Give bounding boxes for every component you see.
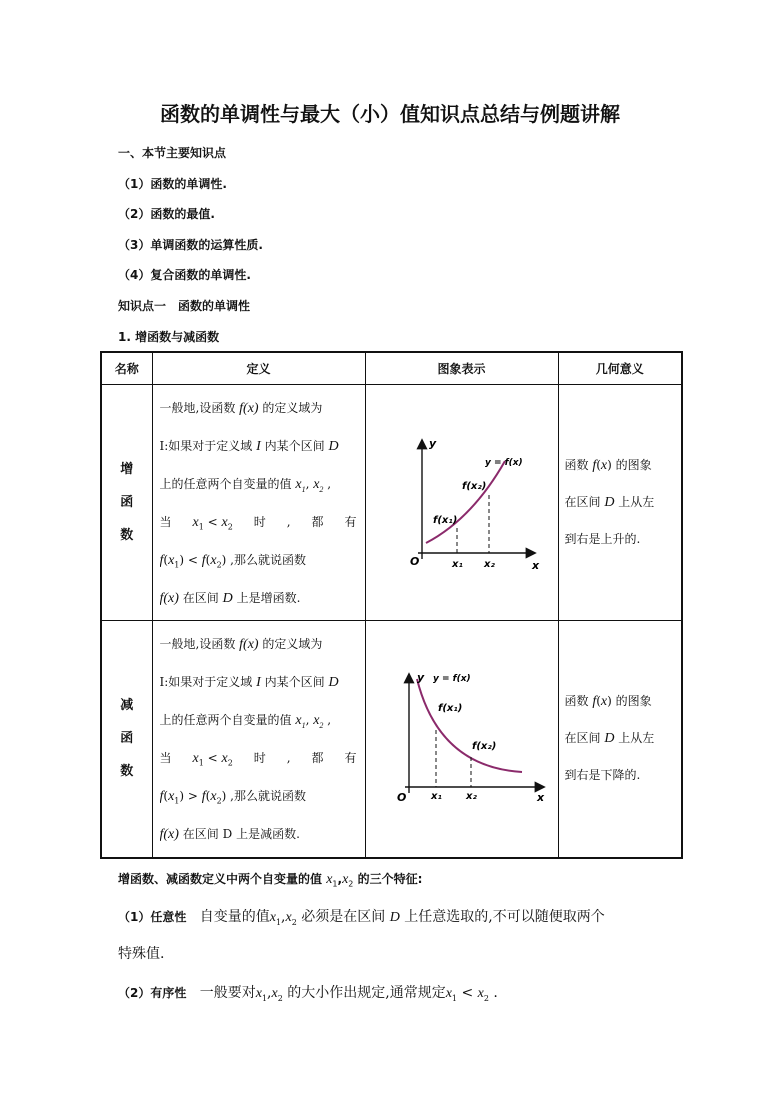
page-title: 函数的单调性与最大（小）值知识点总结与例题讲解 bbox=[160, 102, 620, 126]
text: , bbox=[286, 515, 291, 529]
x2-label: x₂ bbox=[465, 790, 477, 802]
text: 上是减函数. bbox=[236, 827, 300, 841]
header-geometry: 几何意义 bbox=[558, 352, 682, 385]
feature-2: （2）有序性 一般要对$x_1,x_2$ 的大小作出规定,通常规定$x_1 < x_2$ . bbox=[118, 985, 498, 1003]
feature-1-line2: 特殊值. bbox=[118, 946, 165, 962]
text: 有 bbox=[344, 751, 357, 765]
text: 在区间 bbox=[564, 731, 601, 746]
fx2-label: f(x₂) bbox=[471, 740, 496, 752]
x2-label: x₂ bbox=[483, 558, 495, 570]
name-char: 增 bbox=[120, 462, 134, 477]
text: 在区间 bbox=[182, 827, 219, 841]
y-label: y bbox=[416, 670, 424, 684]
text: 上从左 bbox=[618, 495, 655, 509]
increasing-graph bbox=[382, 431, 542, 571]
math: D bbox=[389, 910, 400, 925]
math: f(x) bbox=[239, 401, 259, 416]
increasing-curve bbox=[426, 461, 505, 543]
text: 一般地,设函数 bbox=[159, 637, 236, 651]
text: 的定义域为 bbox=[262, 401, 323, 415]
math: D bbox=[328, 439, 339, 454]
feature-1: （1）任意性 自变量的值$x_1,x_2$ 必须是在区间 D 上任意选取的,不可以随便取两个 bbox=[118, 909, 605, 927]
table-row bbox=[101, 385, 682, 621]
text: I:如果对于定义域 bbox=[159, 439, 253, 453]
list-item: （1）函数的单调性. bbox=[118, 177, 227, 191]
name-char: 减 bbox=[120, 698, 134, 714]
x1-label: x₁ bbox=[430, 790, 442, 802]
text: 都 bbox=[311, 751, 324, 765]
decreasing-graph bbox=[377, 667, 547, 807]
name-char: 数 bbox=[120, 528, 134, 543]
name-char: 函 bbox=[120, 495, 134, 510]
text: I:如果对于定义域 bbox=[159, 675, 253, 689]
math: I bbox=[256, 439, 261, 454]
text: 有 bbox=[344, 515, 357, 529]
math: f(x) bbox=[239, 637, 259, 652]
geometry-decreasing: 函数 f(x) 的图象 在区间 D 上从左 到右是下降的. bbox=[558, 621, 682, 858]
text: 上任意选取的,不可以随便取两个 bbox=[404, 909, 605, 925]
math: D bbox=[222, 591, 233, 606]
relation: > bbox=[187, 789, 198, 803]
subheading: 1. 增函数与减函数 bbox=[118, 330, 220, 344]
text: 上从左 bbox=[618, 731, 655, 746]
text: 一般要对 bbox=[199, 985, 256, 1001]
text: 在区间 bbox=[182, 591, 219, 605]
name-char: 数 bbox=[120, 764, 134, 780]
text: 到右是下降的. bbox=[564, 768, 641, 783]
text: 函数 bbox=[564, 458, 589, 472]
text: 到右是上升的. bbox=[564, 532, 641, 546]
math: D bbox=[604, 731, 615, 747]
row-name-decreasing bbox=[101, 621, 152, 858]
knowledge-point-heading: 知识点一 函数的单调性 bbox=[118, 299, 251, 313]
relation: < bbox=[187, 553, 198, 567]
graph-cell-increasing bbox=[365, 385, 558, 621]
text: 必须是在区间 bbox=[301, 909, 386, 925]
features-heading: 增函数、减函数定义中两个自变量的值 $x_1,x_2$ 的三个特征: bbox=[118, 872, 423, 889]
text: 都 bbox=[311, 515, 324, 529]
text: D bbox=[222, 827, 233, 841]
text: 时 bbox=[253, 751, 266, 765]
equation-label: y = f(x) bbox=[432, 673, 471, 684]
header-graph: 图象表示 bbox=[365, 352, 558, 385]
text: 内某个区间 bbox=[264, 675, 325, 689]
definition-increasing: 一般地,设函数 f(x) 的定义域为 I:如果对于定义域 I 内某个区间 D 上的任意两个自变量的值 $x_1$, $x_2$ , 当 $x_1 < x_2$ 时 , 都 有 $f(x_1) < f(x_2)$ ,那么就说函数 f(x) 在区间 D 上是增函数. bbox=[152, 385, 365, 621]
x1-label: x₁ bbox=[451, 558, 463, 570]
fx1-label: f(x₁) bbox=[432, 514, 457, 526]
x-label: x bbox=[531, 558, 539, 571]
decreasing-curve bbox=[417, 679, 522, 772]
table-row bbox=[101, 621, 682, 858]
definition-table bbox=[100, 351, 683, 859]
text: ,那么就说函数 bbox=[230, 789, 306, 803]
math: D bbox=[328, 675, 339, 690]
list-item: （2）函数的最值. bbox=[118, 207, 215, 221]
x-label: x bbox=[536, 790, 544, 804]
math: D bbox=[604, 495, 615, 510]
geometry-increasing: 函数 f(x) 的图象 在区间 D 上从左 到右是上升的. bbox=[558, 385, 682, 621]
text: 自变量的值 bbox=[199, 909, 270, 925]
equation-label: y = f(x) bbox=[484, 457, 523, 468]
list-item: （3）单调函数的运算性质. bbox=[118, 238, 263, 252]
text: 的图象 bbox=[615, 694, 652, 709]
math: I bbox=[256, 675, 261, 690]
text: 的图象 bbox=[615, 458, 652, 472]
graph-cell-decreasing bbox=[365, 621, 558, 858]
text: 上的任意两个自变量的值 bbox=[159, 713, 292, 727]
text: 当 bbox=[159, 515, 172, 529]
row-name-increasing bbox=[101, 385, 152, 621]
origin-label: O bbox=[396, 790, 406, 804]
section-heading: 一、本节主要知识点 bbox=[118, 146, 227, 160]
text: 一般地,设函数 bbox=[159, 401, 236, 415]
text: 内某个区间 bbox=[264, 439, 325, 453]
table-header-row bbox=[101, 352, 682, 385]
origin-label: O bbox=[409, 554, 419, 568]
text: ,那么就说函数 bbox=[230, 553, 306, 567]
text: , bbox=[286, 751, 291, 765]
text: 上的任意两个自变量的值 bbox=[159, 477, 292, 491]
fx2-label: f(x₂) bbox=[461, 480, 486, 492]
math: f(x) bbox=[159, 827, 179, 842]
text: 的三个特征: bbox=[357, 872, 423, 886]
text: 上是增函数. bbox=[236, 591, 301, 605]
list-item: （4）复合函数的单调性. bbox=[118, 268, 251, 282]
header-definition: 定义 bbox=[152, 352, 365, 385]
text: 当 bbox=[159, 751, 172, 765]
label: （1）任意性 bbox=[118, 910, 187, 924]
label: （2）有序性 bbox=[118, 986, 187, 1000]
text: 时 bbox=[253, 515, 266, 529]
name-char: 函 bbox=[120, 731, 134, 747]
fx1-label: f(x₁) bbox=[437, 702, 462, 714]
definition-decreasing: 一般地,设函数 f(x) 的定义域为 I:如果对于定义域 I 内某个区间 D 上的任意两个自变量的值 $x_1$, $x_2$ , 当 $x_1 < x_2$ 时 , 都 有 $f(x_1) > f(x_2)$ ,那么就说函数 f(x) 在区间 D 上是减函数. bbox=[152, 621, 365, 858]
text: 的定义域为 bbox=[262, 637, 323, 651]
math: f(x) bbox=[159, 591, 179, 606]
header-name: 名称 bbox=[101, 352, 152, 385]
text: 在区间 bbox=[564, 495, 601, 509]
text: 增函数、减函数定义中两个自变量的值 bbox=[118, 872, 323, 886]
y-label: y bbox=[428, 436, 436, 450]
text: 的大小作出规定,通常规定 bbox=[287, 985, 446, 1001]
text: 函数 bbox=[564, 694, 589, 709]
